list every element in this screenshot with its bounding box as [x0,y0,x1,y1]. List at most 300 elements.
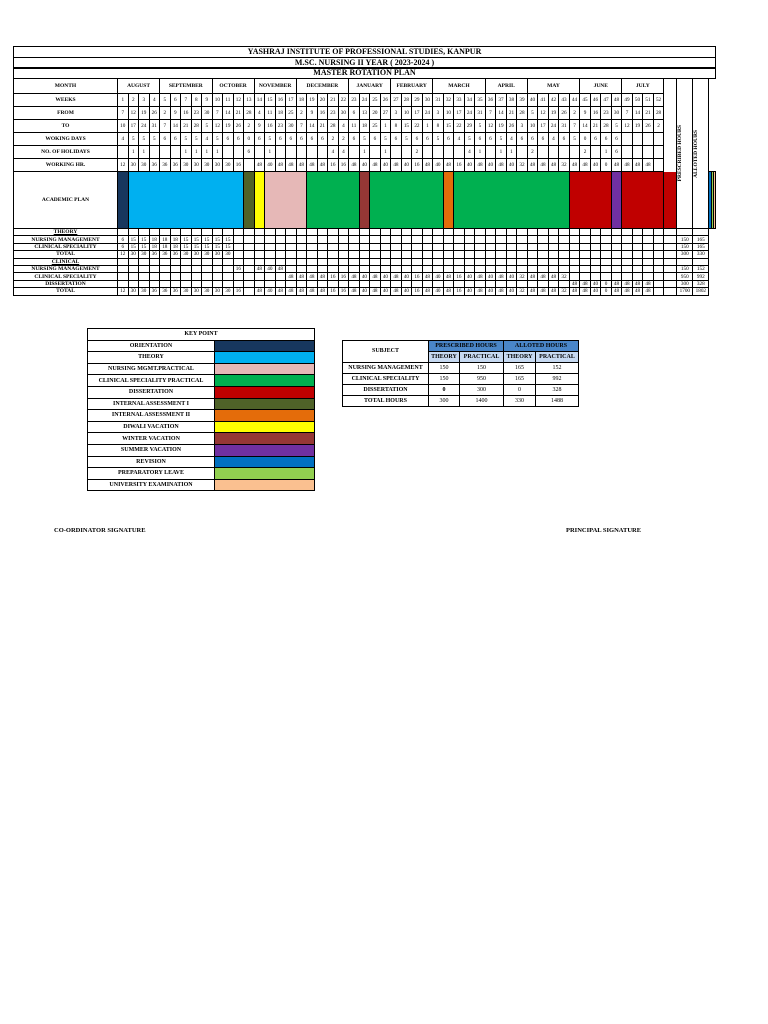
working-hr-cell: 32 [517,159,528,172]
from-cell: 26 [559,107,570,120]
working-days-cell: 6 [611,133,622,146]
theory-cs-cell [527,243,538,250]
to-cell: 19 [496,120,507,133]
from-cell: 21 [643,107,654,120]
theory-cs-cell [632,243,643,250]
theory-total-cell: 36 [170,251,181,258]
from-cell: 30 [611,107,622,120]
theory-nm-cell [380,236,391,243]
weeks-cell: 31 [433,94,444,107]
weeks-cell: 2 [128,94,139,107]
clin-cs-cell: 40 [433,273,444,280]
working-days-cell: 5 [149,133,160,146]
label-theory: THEORY [14,229,118,236]
from-cell: 4 [254,107,265,120]
working-days-cell: 5 [212,133,223,146]
clin-nm-cell [181,265,192,272]
theory-nm-cell [643,236,654,243]
diss-cell: 0 [601,280,612,287]
to-cell: 31 [149,120,160,133]
holidays-cell [590,146,601,159]
working-hr-cell: 40 [506,159,517,172]
theory-nm-cell [601,236,612,243]
to-cell: 24 [139,120,150,133]
diss-cell [244,280,255,287]
theory-nm-cell [443,236,454,243]
from-cell: 20 [370,107,381,120]
working-hr-cell: 48 [422,159,433,172]
holidays-cell: 6 [611,146,622,159]
holidays-cell [485,146,496,159]
clin-nm-cell [349,265,360,272]
working-hr-cell: 40 [359,159,370,172]
summary-p-practical: 1400 [460,396,504,407]
diss-cell [475,280,486,287]
working-days-cell: 5 [181,133,192,146]
label-weeks: WEEKS [14,94,118,107]
to-cell: 5 [202,120,213,133]
month-header: MARCH [433,79,486,94]
theory-nm-cell [580,236,591,243]
working-hr-cell: 30 [212,159,223,172]
academic-plan-segment [128,172,244,229]
weeks-cell: 33 [454,94,465,107]
total-cell: 48 [622,288,633,295]
label-academic-plan: ACADEMIC PLAN [14,172,118,229]
theory-cs-cell [538,243,549,250]
holidays-cell [401,146,412,159]
diss-cell: 48 [580,280,591,287]
theory-nm-cell: 15 [202,236,213,243]
from-cell: 23 [328,107,339,120]
clin-cs-cell [223,273,234,280]
theory-cs-cell [443,243,454,250]
weeks-cell: 34 [464,94,475,107]
to-cell: 25 [370,120,381,133]
from-cell: 9 [170,107,181,120]
to-cell: 19 [632,120,643,133]
from-cell: 3 [433,107,444,120]
from-cell: 16 [590,107,601,120]
clin-nm-cell [475,265,486,272]
theory-cs-cell: 18 [160,243,171,250]
from-cell: 7 [212,107,223,120]
holidays-cell [569,146,580,159]
weeks-cell: 32 [443,94,454,107]
academic-plan-segment [244,172,255,229]
label-clinical-nursing-management: NURSING MANAGEMENT [14,265,118,272]
from-cell: 16 [317,107,328,120]
theory-cs-prescribed: 150 [677,243,693,250]
holidays-cell [632,146,643,159]
total-cell: 48 [538,288,549,295]
to-cell: 21 [317,120,328,133]
theory-nm-cell [307,236,318,243]
theory-total-cell [590,251,601,258]
holidays-cell [317,146,328,159]
label-working-hr: WORKING HR. [14,159,118,172]
theory-total-cell [401,251,412,258]
total-cell: 40 [265,288,276,295]
holidays-cell [296,146,307,159]
diss-cell [338,280,349,287]
weeks-cell: 14 [254,94,265,107]
diss-cell [412,280,423,287]
holidays-cell: 1 [181,146,192,159]
total-cell: 30 [202,288,213,295]
summary-practical-header: PRACTICAL [536,352,579,363]
theory-cs-cell [506,243,517,250]
theory-nm-cell [454,236,465,243]
academic-plan-segment [611,172,622,229]
diss-cell: 40 [590,280,601,287]
theory-nm-cell [401,236,412,243]
key-swatch [215,340,315,352]
weeks-cell: 38 [506,94,517,107]
from-cell: 21 [506,107,517,120]
theory-nm-cell [391,236,402,243]
theory-total-cell: 30 [191,251,202,258]
theory-total-cell [254,251,265,258]
from-cell: 24 [422,107,433,120]
working-hr-cell: 16 [233,159,244,172]
working-hr-cell: 30 [128,159,139,172]
weeks-cell: 17 [286,94,297,107]
theory-nm-cell [265,236,276,243]
theory-cs-cell: 15 [139,243,150,250]
academic-plan-segment [359,172,370,229]
diss-cell [233,280,244,287]
diss-cell [212,280,223,287]
theory-nm-cell [569,236,580,243]
key-swatch [215,468,315,480]
key-swatch [215,456,315,468]
to-cell: 2 [653,120,664,133]
summary-p-practical: 950 [460,374,504,385]
diss-cell [265,280,276,287]
to-cell: 28 [328,120,339,133]
working-days-cell: 6 [517,133,528,146]
diss-cell [160,280,171,287]
weeks-cell: 29 [412,94,423,107]
working-days-cell: 5 [191,133,202,146]
working-days-cell: 4 [454,133,465,146]
key-swatch [215,479,315,491]
clin-nm-cell [223,265,234,272]
to-cell: 15 [443,120,454,133]
summary-theory-header: THEORY [429,352,460,363]
clin-nm-alloted: 152 [693,265,709,272]
theory-cs-cell: 15 [212,243,223,250]
total-cell: 40 [380,288,391,295]
key-label: REVISION [88,456,215,468]
weeks-cell: 37 [496,94,507,107]
weeks-cell: 43 [559,94,570,107]
working-days-cell: 6 [233,133,244,146]
to-cell: 26 [506,120,517,133]
to-cell: 30 [286,120,297,133]
key-swatch [215,386,315,398]
holidays-cell: 1 [359,146,370,159]
from-cell: 14 [632,107,643,120]
weeks-cell: 24 [359,94,370,107]
weeks-cell: 22 [338,94,349,107]
theory-cs-cell [265,243,276,250]
month-header: MAY [527,79,580,94]
clin-cs-cell: 48 [443,273,454,280]
working-days-cell [653,133,664,146]
summary-prescribed-header: PRESCRIBED HOURS [429,341,504,352]
clin-nm-cell [538,265,549,272]
working-hr-cell: 30 [181,159,192,172]
holidays-cell: 1 [191,146,202,159]
month-header: JULY [622,79,664,94]
to-cell: 3 [517,120,528,133]
diss-cell [139,280,150,287]
to-cell: 22 [454,120,465,133]
academic-plan-segment [454,172,570,229]
clin-cs-cell [580,273,591,280]
diss-cell [559,280,570,287]
theory-cs-cell: 18 [170,243,181,250]
summary-practical-header: PRACTICAL [460,352,504,363]
total-cell: 16 [454,288,465,295]
summary-a-practical: 328 [536,385,579,396]
theory-nm-cell [496,236,507,243]
working-hr-cell: 40 [401,159,412,172]
theory-total-cell [433,251,444,258]
label-month: MONTH [14,79,118,94]
holidays-cell [254,146,265,159]
diss-cell: 48 [611,280,622,287]
label-dissertation: DISSERTATION [14,280,118,287]
diss-cell [391,280,402,287]
from-cell: 19 [139,107,150,120]
academic-plan-segment [254,172,265,229]
clin-nm-cell [506,265,517,272]
total-cell: 36 [149,288,160,295]
theory-nm-cell: 18 [149,236,160,243]
theory-nm-cell [653,236,664,243]
plan-title: MASTER ROTATION PLAN [13,67,716,79]
working-hr-cell: 30 [191,159,202,172]
total-cell: 48 [370,288,381,295]
clin-cs-cell: 40 [359,273,370,280]
clin-nm-cell [643,265,654,272]
coordinator-signature: CO-ORDINATOR SIGNATURE [54,527,146,534]
holidays-cell [223,146,234,159]
theory-cs-cell [643,243,654,250]
diss-cell [653,280,664,287]
diss-cell [506,280,517,287]
summary-a-theory: 165 [504,363,536,374]
theory-total-cell [422,251,433,258]
working-hr-cell: 16 [338,159,349,172]
summary-p-theory: 150 [429,363,460,374]
working-days-cell: 6 [286,133,297,146]
weeks-cell: 16 [275,94,286,107]
month-header: FEBRUARY [391,79,433,94]
from-cell: 12 [538,107,549,120]
holidays-cell: 4 [338,146,349,159]
theory-total-cell [265,251,276,258]
clin-cs-cell [139,273,150,280]
from-cell: 27 [380,107,391,120]
theory-cs-cell [380,243,391,250]
working-hr-cell: 48 [307,159,318,172]
from-cell: 28 [517,107,528,120]
theory-cs-cell: 15 [191,243,202,250]
theory-total-cell: 30 [212,251,223,258]
diss-cell [517,280,528,287]
working-hr-cell: 48 [317,159,328,172]
clin-nm-cell [212,265,223,272]
summary-subject-header: SUBJECT [343,341,429,363]
holidays-cell: 1 [139,146,150,159]
working-hr-cell: 48 [580,159,591,172]
working-hr-cell: 40 [433,159,444,172]
diss-cell [275,280,286,287]
month-header: JUNE [580,79,622,94]
diss-cell [223,280,234,287]
theory-nm-cell: 15 [139,236,150,243]
from-cell: 19 [548,107,559,120]
total-cell: 48 [349,288,360,295]
clin-cs-cell [653,273,664,280]
clin-cs-cell [275,273,286,280]
working-days-cell: 6 [391,133,402,146]
clin-cs-cell [622,273,633,280]
weeks-cell: 40 [527,94,538,107]
theory-total-cell [464,251,475,258]
holidays-cell: 1 [475,146,486,159]
working-hr-cell: 48 [286,159,297,172]
total-cell: 16 [412,288,423,295]
diss-cell [307,280,318,287]
diss-cell [359,280,370,287]
theory-total-cell [233,251,244,258]
theory-nm-cell [475,236,486,243]
label-from: FROM [14,107,118,120]
theory-nm-cell [338,236,349,243]
to-cell: 26 [233,120,244,133]
from-cell: 2 [160,107,171,120]
theory-total-cell: 30 [223,251,234,258]
key-label: PREPARATORY LEAVE [88,468,215,480]
clin-cs-cell: 16 [338,273,349,280]
clin-cs-cell: 16 [328,273,339,280]
total-cell: 40 [433,288,444,295]
clin-cs-cell: 48 [307,273,318,280]
label-theory-total: TOTAL [14,251,118,258]
theory-cs-cell: 15 [181,243,192,250]
clin-cs-cell [128,273,139,280]
holidays-cell: 1 [496,146,507,159]
month-header: OCTOBER [212,79,254,94]
key-label: CLINICAL SPECIALITY PRACTICAL [88,375,215,387]
theory-nm-cell: 15 [181,236,192,243]
weeks-cell: 13 [244,94,255,107]
from-cell: 12 [128,107,139,120]
to-cell: 19 [223,120,234,133]
theory-nm-cell [328,236,339,243]
weeks-cell: 50 [632,94,643,107]
to-cell: 23 [275,120,286,133]
clin-nm-cell [496,265,507,272]
weeks-cell: 46 [590,94,601,107]
holidays-cell [275,146,286,159]
total-cell: 32 [517,288,528,295]
working-hr-cell: 48 [391,159,402,172]
diss-cell [370,280,381,287]
clin-cs-cell: 48 [296,273,307,280]
theory-total-cell [517,251,528,258]
theory-total-cell [632,251,643,258]
to-cell: 15 [401,120,412,133]
clin-nm-cell [149,265,160,272]
from-cell: 17 [412,107,423,120]
theory-nm-cell [559,236,570,243]
total-cell: 48 [527,288,538,295]
clin-nm-cell [401,265,412,272]
theory-nm-cell: 15 [128,236,139,243]
summary-a-theory: 165 [504,374,536,385]
theory-total-cell [611,251,622,258]
key-swatch [215,375,315,387]
to-cell: 10 [118,120,129,133]
theory-nm-cell [244,236,255,243]
theory-cs-cell [286,243,297,250]
holidays-cell: 2 [527,146,538,159]
total-cell: 16 [338,288,349,295]
diss-cell [191,280,202,287]
theory-total-cell [601,251,612,258]
theory-total-cell [548,251,559,258]
clin-nm-cell [359,265,370,272]
theory-total-cell [275,251,286,258]
weeks-cell: 8 [191,94,202,107]
month-header: AUGUST [118,79,160,94]
to-cell: 16 [265,120,276,133]
working-days-cell [622,133,633,146]
holidays-cell [118,146,129,159]
diss-cell [548,280,559,287]
theory-cs-cell [580,243,591,250]
institute-title: YASHRAJ INSTITUTE OF PROFESSIONAL STUDIES, KANPUR [13,46,716,58]
weeks-cell: 7 [181,94,192,107]
theory-nm-cell: 15 [223,236,234,243]
working-days-cell: 5 [265,133,276,146]
total-cell: 48 [569,288,580,295]
working-hr-cell [244,159,255,172]
working-days-cell: 5 [401,133,412,146]
working-hr-cell: 48 [475,159,486,172]
month-header: SEPTEMBER [160,79,213,94]
theory-nm-cell [296,236,307,243]
total-cell: 40 [590,288,601,295]
theory-cs-cell [517,243,528,250]
key-label: DIWALI VACATION [88,421,215,433]
clin-nm-cell [559,265,570,272]
theory-nm-alloted: 165 [693,236,709,243]
clin-nm-cell [653,265,664,272]
total-cell: 48 [307,288,318,295]
theory-cs-cell [296,243,307,250]
theory-nm-cell [412,236,423,243]
total-cell: 30 [212,288,223,295]
from-cell: 6 [349,107,360,120]
theory-total-cell [380,251,391,258]
